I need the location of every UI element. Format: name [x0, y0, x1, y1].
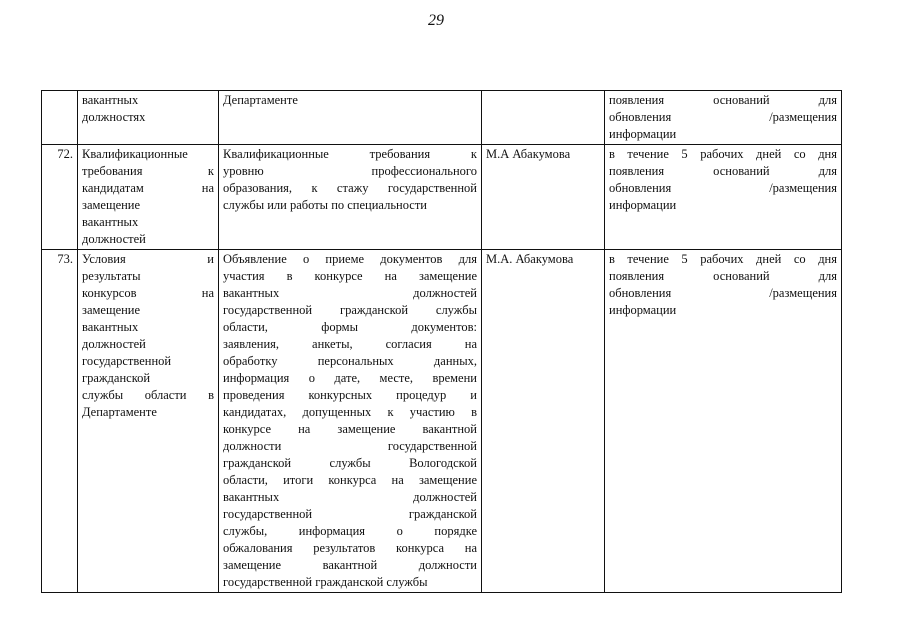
cell-text-line: замещение	[82, 303, 141, 317]
cell-text-line: вакантных	[82, 320, 139, 334]
subject-cell	[78, 145, 219, 250]
cell-text-line: информации	[609, 198, 677, 212]
cell-text-line: замещение	[82, 198, 141, 212]
cell-text-line: кандидатам на	[82, 181, 214, 195]
responsible-cell	[482, 91, 605, 145]
cell-text-line: вакантных	[82, 215, 139, 229]
cell-text-line: должностях	[82, 110, 146, 124]
responsible-cell: М.А Абакумова	[482, 145, 605, 250]
cell-text-line: конкурсе на замещение вакантной	[223, 422, 477, 436]
cell-text-line: государственной гражданской службы	[223, 303, 477, 317]
row-number-cell	[42, 91, 78, 145]
content-cell	[219, 145, 482, 250]
table-row	[42, 250, 842, 593]
cell-text-line: информации	[609, 127, 677, 141]
cell-text-line: появления оснований для	[609, 269, 837, 283]
cell-text-line: вакантных должностей	[223, 286, 477, 300]
subject-cell	[78, 250, 219, 593]
cell-text-line: требования к	[82, 164, 214, 178]
cell-text-line: заявления, анкеты, согласия на	[223, 337, 477, 351]
cell-text-line: в течение 5 рабочих дней со дня	[609, 147, 837, 161]
cell-text-line: кандидатах, допущенных к участию в	[223, 405, 477, 419]
cell-text-line: государственной гражданской	[223, 507, 477, 521]
cell-text-line: государственной	[82, 354, 172, 368]
cell-text-line: замещение вакантной должности	[223, 558, 477, 572]
cell-text-line: службы или работы по специальности	[223, 198, 427, 212]
row-number-cell: 72.	[42, 145, 78, 250]
cell-text-line: результаты	[82, 269, 141, 283]
cell-text-line: Квалификационные	[82, 147, 188, 161]
cell-text-line: уровню профессионального	[223, 164, 477, 178]
cell-text-line: области, итоги конкурса на замещение	[223, 473, 477, 487]
cell-text-line: гражданской	[82, 371, 151, 385]
cell-text-line: появления оснований для	[609, 164, 837, 178]
cell-text-line: проведения конкурсных процедур и	[223, 388, 477, 402]
cell-text-line: информация о дате, месте, времени	[223, 371, 477, 385]
subject-cell	[78, 91, 219, 145]
cell-text-line: Объявление о приеме документов для	[223, 252, 477, 266]
cell-text-line: в течение 5 рабочих дней со дня	[609, 252, 837, 266]
deadline-cell	[605, 250, 842, 593]
table-row	[42, 91, 842, 145]
document-table	[41, 90, 842, 593]
cell-text-line: вакантных должностей	[223, 490, 477, 504]
cell-text-line: службы области в	[82, 388, 214, 402]
cell-text-line: службы, информация о порядке	[223, 524, 477, 538]
cell-text-line: Департаменте	[82, 405, 157, 419]
cell-text-line: гражданской службы Вологодской	[223, 456, 477, 470]
cell-text-line: должности государственной	[223, 439, 477, 453]
cell-text-line: конкурсов на	[82, 286, 214, 300]
cell-text-line: должностей	[82, 337, 146, 351]
cell-text-line: образования, к стажу государственной	[223, 181, 477, 195]
row-number-cell: 73.	[42, 250, 78, 593]
page-number: 29	[428, 12, 444, 29]
cell-text-line: должностей	[82, 232, 146, 246]
cell-text-line: Квалификационные требования к	[223, 147, 477, 161]
cell-text-line: обработку персональных данных,	[223, 354, 477, 368]
content-cell	[219, 91, 482, 145]
cell-text-line: обжалования результатов конкурса на	[223, 541, 477, 555]
cell-text-line: области, формы документов:	[223, 320, 477, 334]
cell-text-line: обновления /размещения	[609, 181, 837, 195]
cell-text-line: информации	[609, 303, 677, 317]
content-cell	[219, 250, 482, 593]
cell-text-line: Условия и	[82, 252, 214, 266]
table-row	[42, 145, 842, 250]
cell-text-line: вакантных	[82, 93, 139, 107]
cell-text-line: обновления /размещения	[609, 110, 837, 124]
deadline-cell	[605, 145, 842, 250]
cell-text-line: участия в конкурсе на замещение	[223, 269, 477, 283]
cell-text-line: государственной гражданской службы	[223, 575, 428, 589]
cell-text-line: обновления /размещения	[609, 286, 837, 300]
cell-text-line: появления оснований для	[609, 93, 837, 107]
deadline-cell	[605, 91, 842, 145]
cell-text-line: Департаменте	[223, 93, 298, 107]
responsible-cell: М.А. Абакумова	[482, 250, 605, 593]
